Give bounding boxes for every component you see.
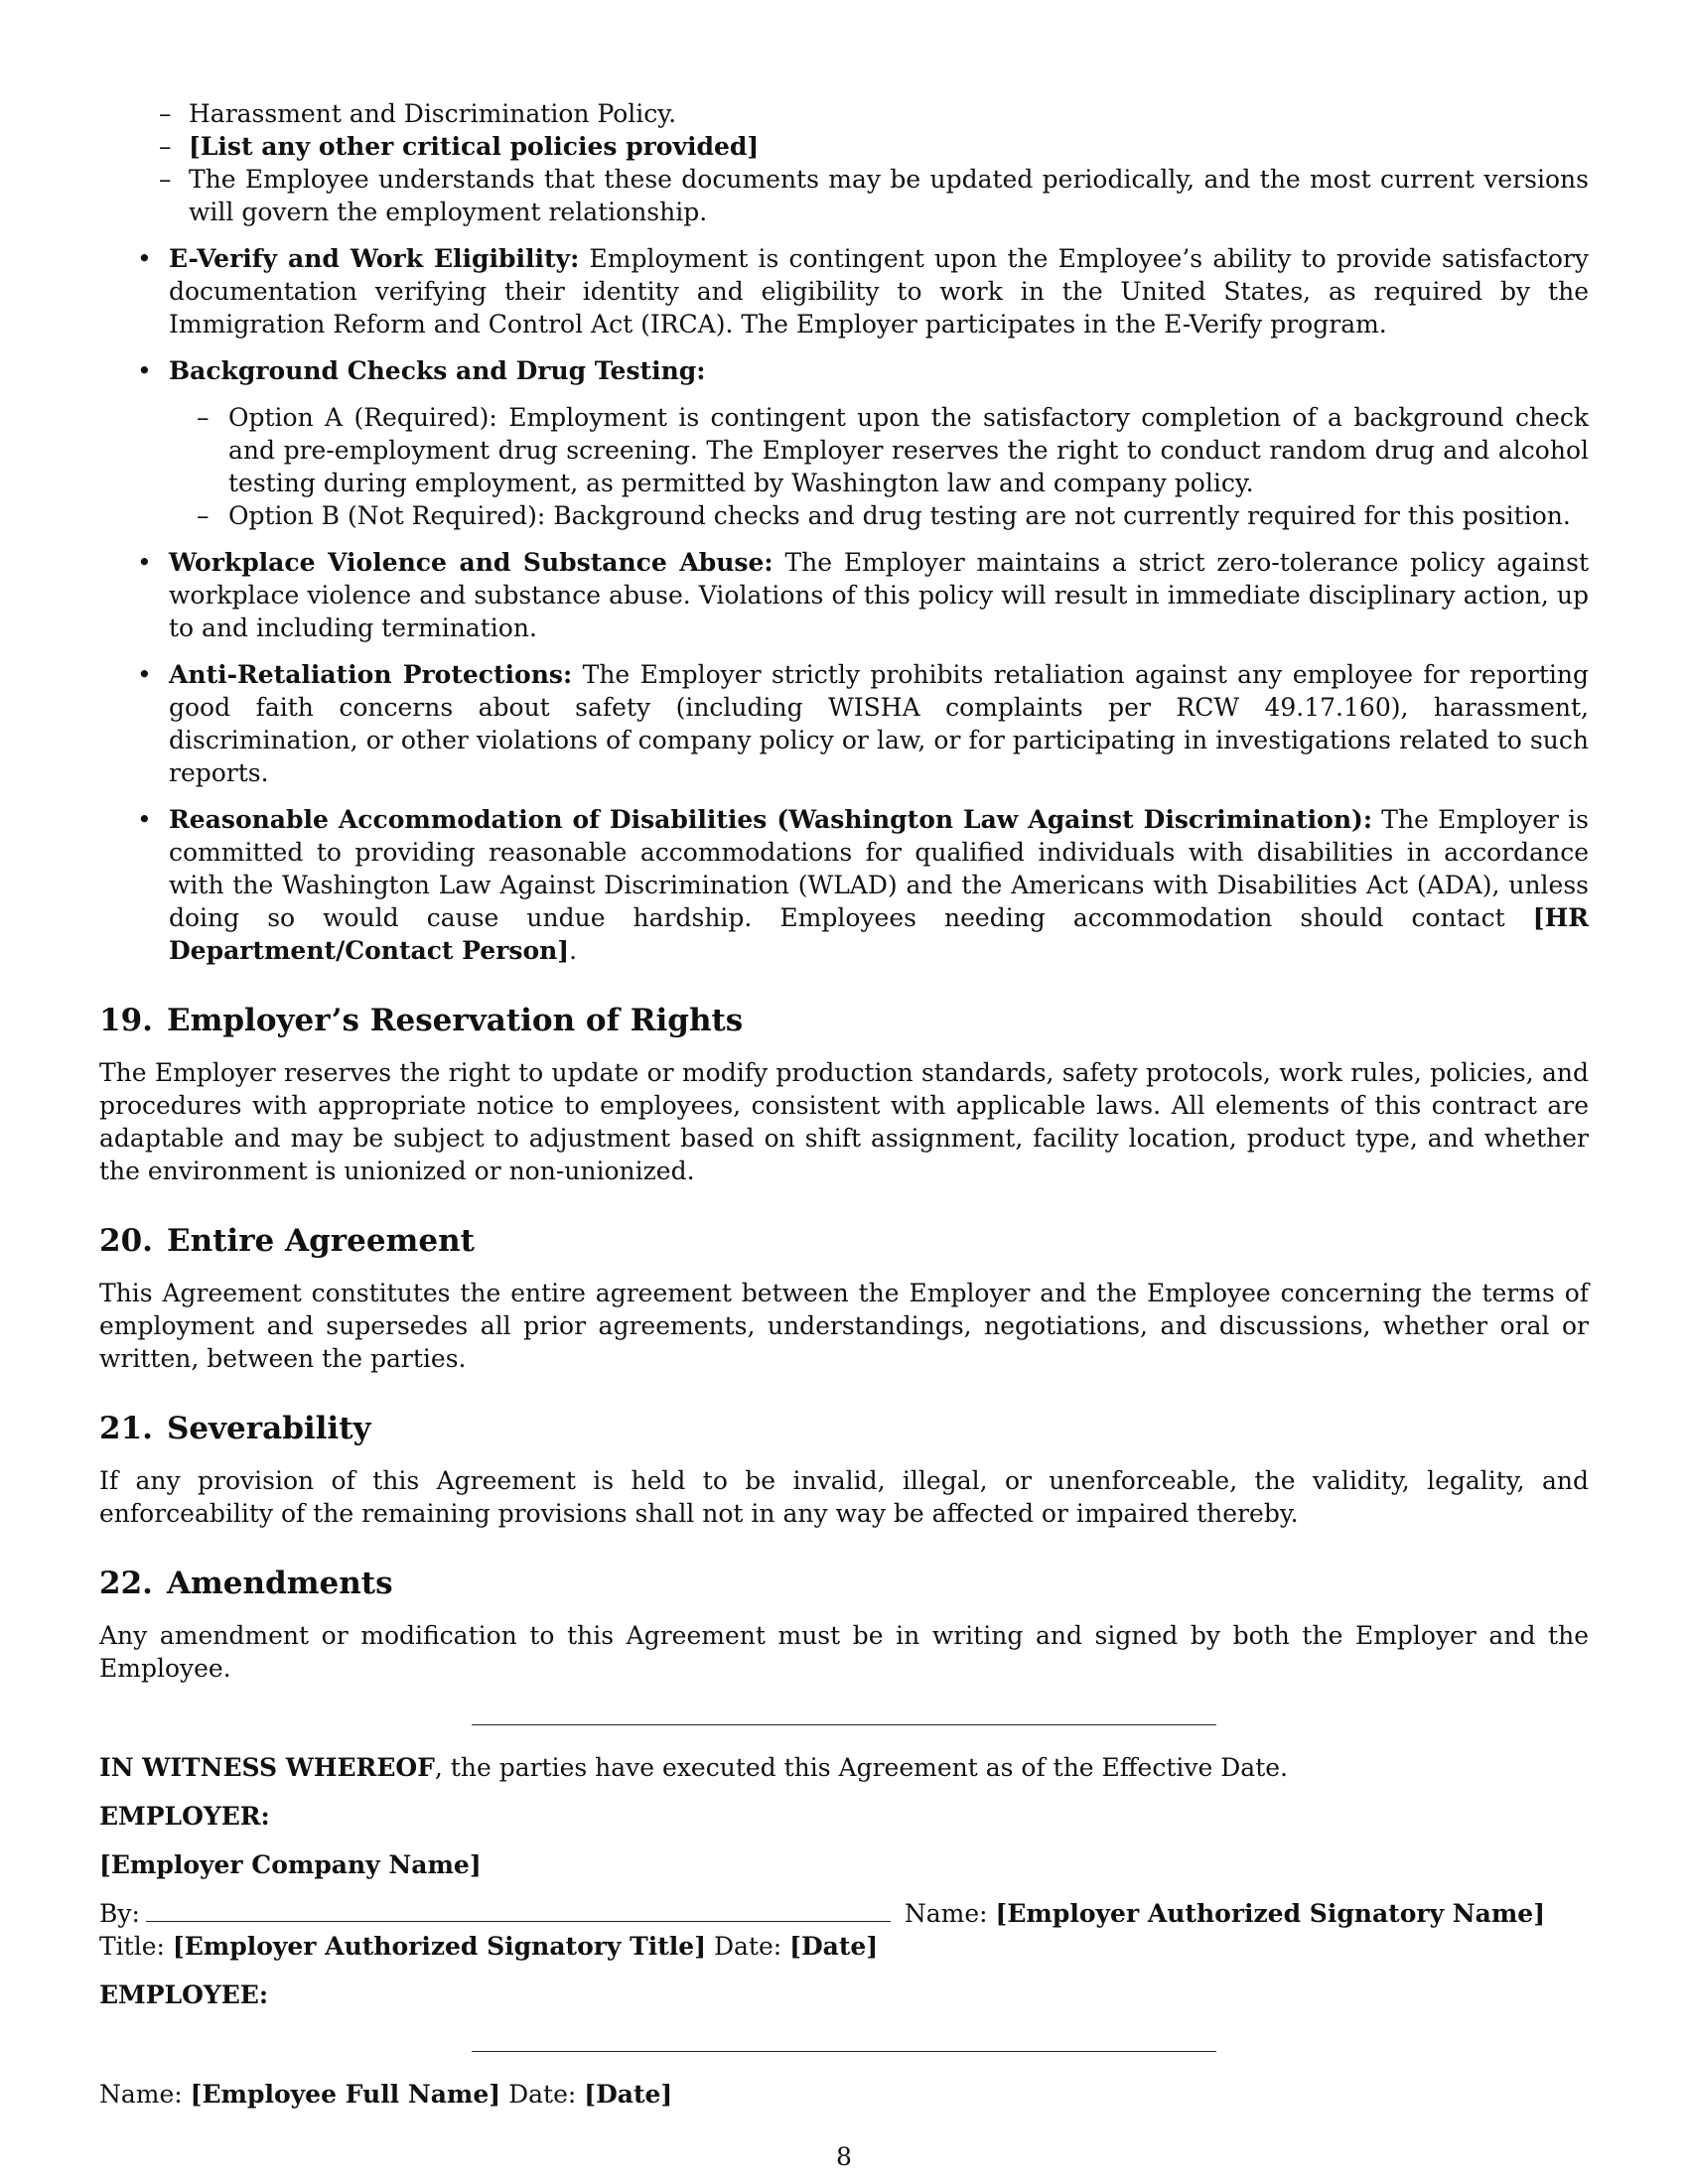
employee-label: EMPLOYEE:	[99, 1980, 269, 2009]
bullet-violence	[99, 546, 1589, 644]
document-page	[99, 97, 1589, 2111]
bullet-text: The Employer strictly prohibits retaliation against any employee for reporting good faith concerns about safety (including WISHA complaints per RCW 49.17.160), harassment, discrimination, or other violations of company policy or law, or for participating in investigations related to such reports.	[169, 660, 1589, 787]
policy-bullets	[99, 242, 1589, 967]
option-b: – Option B (Not Required): Background checks and drug testing are not currently required for this position.	[169, 499, 1589, 532]
bullet-retaliation	[99, 658, 1589, 789]
bullet-title: Reasonable Accommodation of Disabilities (Washington Law Against Discrimination):	[169, 805, 1373, 834]
section-body-21: If any provision of this Agreement is held to be invalid, illegal, or unenforceable, the validity, legality, and enforceability of the remaining provisions shall not in any way be affected or impaired thereby.	[99, 1466, 1589, 1528]
section-body-22: Any amendment or modification to this Agreement must be in writing and signed by both the Employer and the Employee.	[99, 1621, 1589, 1683]
option-list	[169, 401, 1589, 532]
bullet-everify	[99, 242, 1589, 341]
divider	[472, 1724, 1216, 1725]
section-heading-19: 19. Employer’s Reservation of Rights	[99, 1003, 744, 1038]
employer-signature-block: By: Name: [Employer Authorized Signatory Name] Title: [Employer Authorized Signatory Title] Date: [Date]	[99, 1899, 1546, 1961]
bullet-title: Background Checks and Drug Testing:	[169, 356, 706, 385]
witness-statement: IN WITNESS WHEREOF, the parties have executed this Agreement as of the Effective Date.	[99, 1753, 1289, 1782]
employer-label: EMPLOYER:	[99, 1802, 270, 1831]
bullet-title: Anti-Retaliation Protections:	[169, 660, 573, 689]
page-number: 8	[836, 2142, 852, 2171]
bullet-title: Workplace Violence and Substance Abuse:	[169, 548, 774, 577]
list-item: – Harassment and Discrimination Policy.	[159, 97, 1589, 130]
section-body-19: The Employer reserves the right to update or modify production standards, safety protocols, work rules, policies, and procedures with appropriate notice to employees, consistent with applicable laws. All elements of this contract are adaptable and may be subject to adjustment based on shift assignment, facility location, product type, and whether the environment is unionized or non-unionized.	[99, 1058, 1589, 1185]
employee-signature-line[interactable]	[472, 2051, 1216, 2052]
bullet-accommodation: • Reasonable Accommodation of Disabilities (Washington Law Against Discrimination): The Employer is committed to providing reasonable accommodations for qualified individuals with disabilities in accordance with the Washington Law Against Discrimination (WLAD) and the Americans with Disabilities Act (ADA), unless doing so would cause undue hardship. Employees needing accommodation should contact [HR Department/Contact Person].	[99, 803, 1589, 967]
employer-company: [Employer Company Name]	[99, 1850, 482, 1879]
bullet-text: The Employer is committed to providing reasonable accommodations for qualified individuals with disabilities in accordance with the Washington Law Against Discrimination (WLAD) and the Americans with Disabilities Act (ADA), unless doing so would cause undue hardship. Employees needing accommodation should contact	[169, 805, 1589, 932]
bullet-text: The Employer maintains a strict zero-tolerance policy against workplace violence and substance abuse. Violations of this policy will result in immediate disciplinary action, up to and including termination.	[169, 548, 1589, 642]
section-heading-22: 22. Amendments	[99, 1566, 393, 1601]
contact-placeholder: [HR Department/Contact Person]	[169, 903, 1589, 965]
bullet-text: Employment is contingent upon the Employee’s ability to provide satisfactory documentation verifying their identity and eligibility to work in the United States, as required by the Immigration Reform and Control Act (IRCA). The Employer participates in the E-Verify program.	[169, 244, 1589, 339]
policy-list	[159, 97, 1589, 228]
list-item: – [List any other critical policies provided]	[159, 130, 1589, 163]
bullet-background	[99, 354, 1589, 532]
bullet-title: E-Verify and Work Eligibility:	[169, 244, 580, 273]
section-body-20: This Agreement constitutes the entire agreement between the Employer and the Employee concerning the terms of employment and supersedes all prior agreements, understandings, negotiations, and discussions, whether oral or written, between the parties.	[99, 1279, 1589, 1373]
employee-signature-block: Name: [Employee Full Name] Date: [Date]	[99, 2080, 673, 2109]
section-heading-20: 20. Entire Agreement	[99, 1223, 475, 1259]
employer-signature-line[interactable]	[146, 1899, 891, 1922]
option-a: – Option A (Required): Employment is contingent upon the satisfactory completion of a background check and pre-employment drug screening. The Employer reserves the right to conduct random drug and alcohol testing during employment, as permitted by Washington law and company policy.	[169, 401, 1589, 499]
list-item: – The Employee understands that these documents may be updated periodically, and the most current versions will govern the employment relationship.	[159, 163, 1589, 228]
section-heading-21: 21. Severability	[99, 1411, 371, 1446]
